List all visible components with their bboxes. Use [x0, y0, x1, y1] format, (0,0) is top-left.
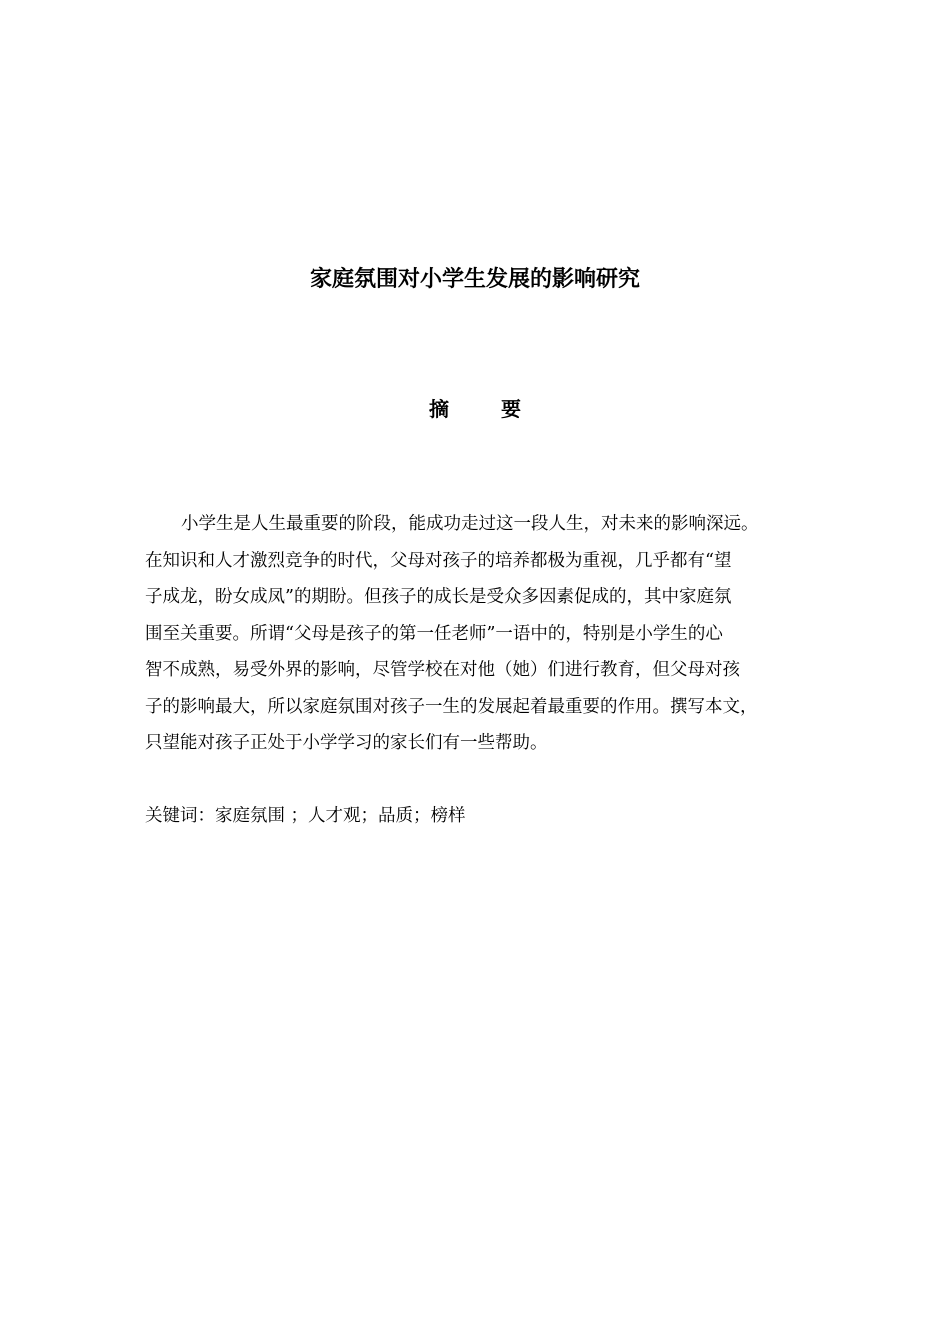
abstract-heading-char-2: 要	[501, 397, 521, 421]
abstract-heading	[0, 394, 950, 424]
abstract-heading-char-1: 摘	[429, 397, 449, 421]
abstract-line: 围至关重要。所谓“父母是孩子的第一任老师”一语中的，特别是小学生的心	[145, 623, 723, 644]
document-title: 家庭氛围对小学生发展的影响研究	[309, 267, 640, 292]
abstract-line: 子的影响最大，所以家庭氛围对孩子一生的发展起着最重要的作用。撰写本文，	[145, 696, 758, 717]
abstract-line: 智不成熟，易受外界的影响，尽管学校在对他（她）们进行教育，但父母对孩	[145, 660, 740, 680]
abstract-line: 只望能对孩子正处于小学学习的家长们有一些帮助。	[145, 733, 548, 753]
abstract-line: 子成龙，盼女成凤”的期盼。但孩子的成长是受众多因素促成的，其中家庭氛	[145, 587, 732, 607]
keywords-line	[145, 801, 825, 831]
abstract-line: 在知识和人才激烈竞争的时代，父母对孩子的培养都极为重视，几乎都有“望	[145, 550, 732, 571]
abstract-body	[145, 506, 825, 762]
keywords-label: 关键词：	[145, 806, 215, 826]
keywords-text: 家庭氛围 ；人才观；品质；榜样	[215, 806, 466, 826]
abstract-line: 小学生是人生最重要的阶段，能成功走过这一段人生，对未来的影响深远。	[181, 514, 759, 534]
